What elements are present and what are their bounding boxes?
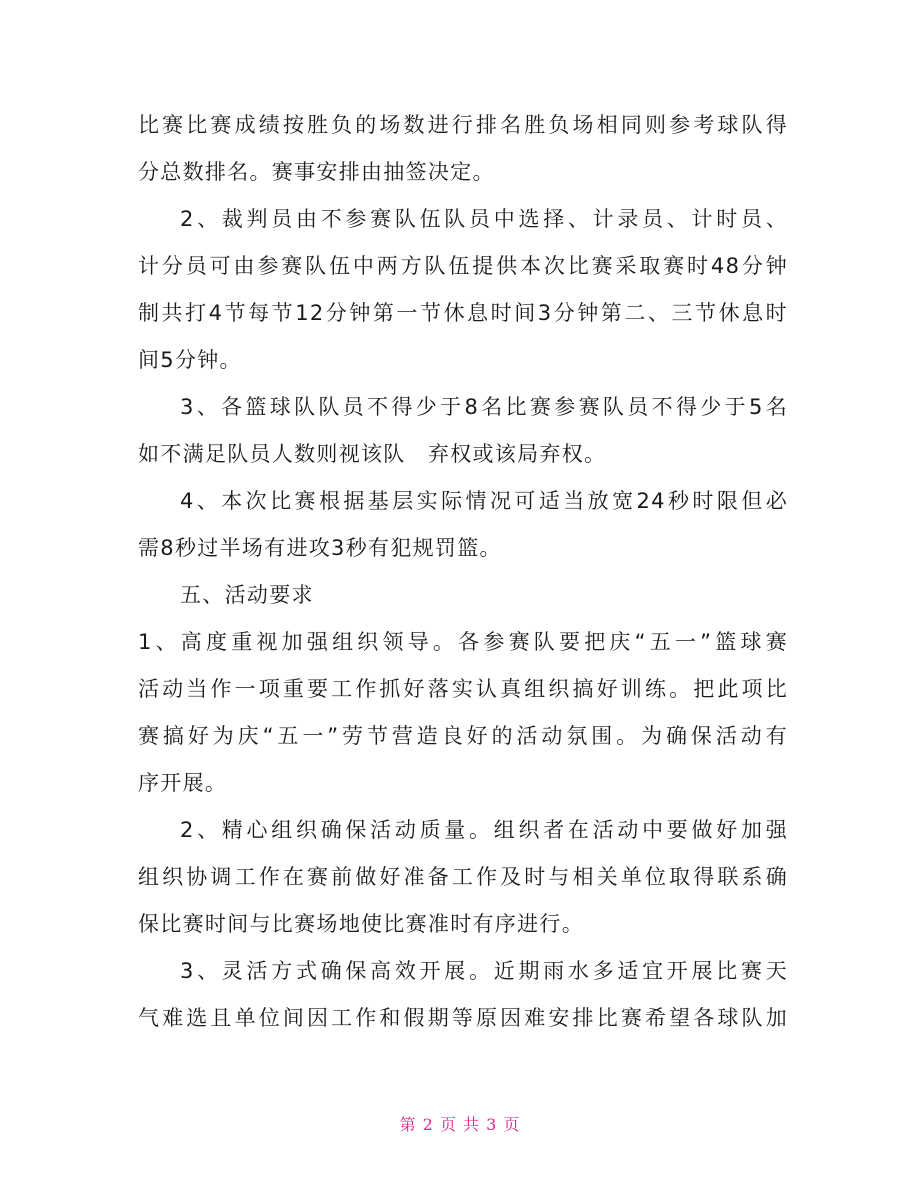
text-line: 分总数排名。赛事安排由抽签决定。 (138, 160, 495, 184)
text-line: 比赛比赛成绩按胜负的场数进行排名胜负场相同则参考球队得 (138, 113, 788, 137)
text-line: 气难选且单位间因工作和假期等原因难安排比赛希望各球队加 (138, 1006, 788, 1030)
text-line: 活动当作一项重要工作抓好落实认真组织搞好训练。把此项比 (138, 677, 788, 701)
text-line: 间5分钟。 (138, 348, 242, 372)
text-line: 4、本次比赛根据基层实际情况可适当放宽24秒时限但必 (180, 489, 788, 513)
document-body (138, 102, 788, 1042)
text-line: 组织协调工作在赛前做好准备工作及时与相关单位取得联系确 (138, 865, 788, 889)
text-line: 3、灵活方式确保高效开展。近期雨水多适宜开展比赛天 (180, 959, 788, 983)
text-line: 制共打4节每节12分钟第一节休息时间3分钟第二、三节休息时 (138, 301, 788, 325)
text-line: 2、裁判员由不参赛队伍队员中选择、计录员、计时员、 (180, 207, 788, 231)
text-line: 需8秒过半场有进攻3秒有犯规罚篮。 (138, 536, 502, 560)
text-line: 计分员可由参赛队伍中两方队伍提供本次比赛采取赛时48分钟 (138, 254, 788, 278)
section-heading: 五、活动要求 (180, 583, 314, 607)
text-line: 如不满足队员人数则视该队 弃权或该局弃权。 (138, 442, 607, 466)
text-line: 1、高度重视加强组织领导。各参赛队要把庆“五一”篮球赛 (138, 630, 788, 654)
text-line: 保比赛时间与比赛场地使比赛准时有序进行。 (138, 912, 584, 936)
text-line: 序开展。 (138, 771, 228, 795)
page-number-footer: 第 2 页 共 3 页 (399, 1115, 521, 1134)
text-line: 赛搞好为庆“五一”劳节营造良好的活动氛围。为确保活动有 (138, 724, 788, 748)
text-line: 2、精心组织确保活动质量。组织者在活动中要做好加强 (180, 818, 788, 842)
text-line: 3、各篮球队队员不得少于8名比赛参赛队员不得少于5名 (180, 395, 788, 419)
